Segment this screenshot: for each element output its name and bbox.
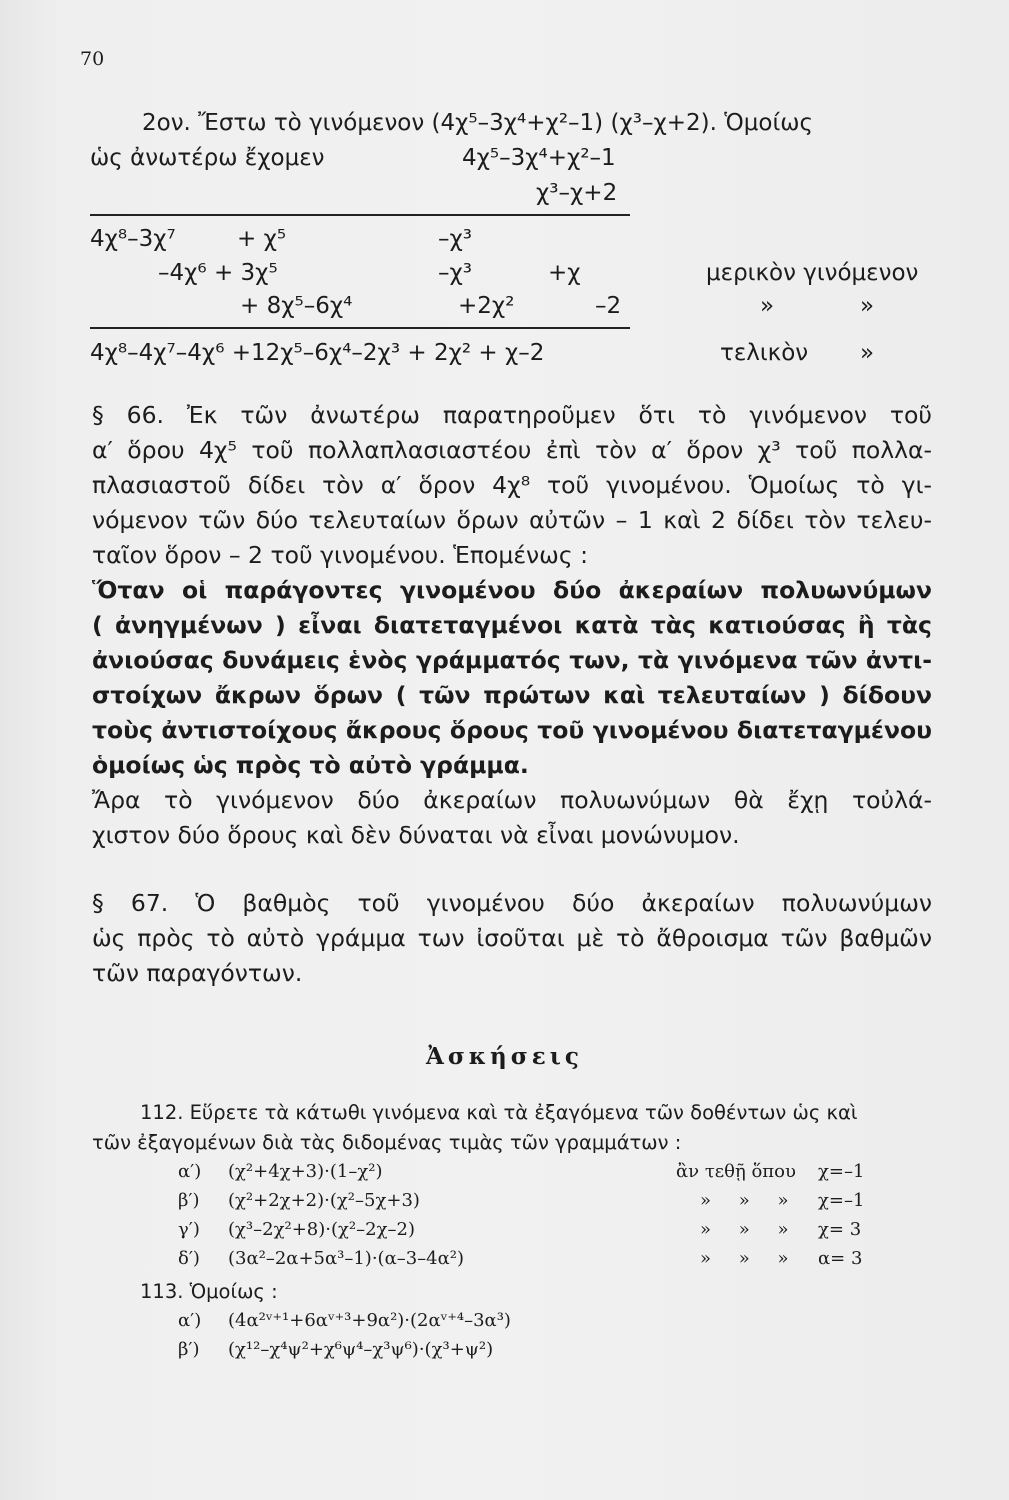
page-number: 70 (80, 48, 105, 70)
example-intro-2: ὡς ἀνωτέρω ἔχομεν (90, 145, 325, 171)
section-67 (92, 886, 932, 991)
text-line: νόμενον τῶν δύο τελευταίων ὅρων αὐτῶν – 1 καὶ 2 δίδει τὸν τελευ- (92, 506, 932, 534)
exercise-expression: (χ¹²–χ⁴ψ²+χ⁶ψ⁴–χ³ψ⁶)·(χ³+ψ²) (228, 1339, 494, 1360)
partial-row-1-a: 4χ⁸–3χ⁷ (90, 226, 176, 252)
example-intro: 2ον. Ἔστω τὸ γινόμενον (4χ⁵–3χ⁴+χ²–1) (χ³–χ+2). Ὁμοίως (142, 110, 813, 136)
multiplicand: 4χ⁵–3χ⁴+χ²–1 (462, 145, 616, 171)
partial-row-2-c: +χ (548, 260, 581, 286)
text-line: α′ ὅρου 4χ⁵ τοῦ πολλαπλασιαστέου ἐπὶ τὸν α′ ὅρον χ³ τοῦ πολλα- (92, 436, 932, 464)
section-66 (92, 398, 932, 853)
ditto-mark: » (860, 340, 875, 366)
rule-line: ἀνιούσας δυνάμεις ἑνὸς γράμματός των, τὰ γινόμενα τῶν ἀντι- (92, 646, 932, 674)
partial-row-3-c: –2 (595, 293, 622, 319)
exercise-expression: (χ²+2χ+2)·(χ²–5χ+3) (228, 1190, 420, 1211)
exercises-title: Ἀσκήσεις (426, 1043, 583, 1070)
exercise-expression: (3α²–2α+5α³–1)·(α–3–4α²) (228, 1248, 465, 1269)
partial-label: μερικὸν γινόμενον (706, 260, 919, 286)
final-product: 4χ⁸–4χ⁷–4χ⁶ +12χ⁵–6χ⁴–2χ³ + 2χ² + χ–2 (90, 340, 545, 366)
partial-row-3-b: +2χ² (458, 293, 515, 319)
exercise-label: α′) (178, 1161, 202, 1182)
exercise-112-line-2: τῶν ἐξαγομένων διὰ τὰς διδομένας τιμὰς τῶν γραμμάτων : (92, 1131, 682, 1154)
exercise-value: χ=–1 (818, 1161, 865, 1182)
text-line: χιστον δύο ὅρους καὶ δὲν δύναται νὰ εἶναι μονώνυμον. (92, 821, 740, 849)
exercise-condition: » » » (700, 1190, 789, 1211)
text-line: ὡς πρὸς τὸ αὐτὸ γράμμα των ἰσοῦται μὲ τὸ ἄθροισμα τῶν βαθμῶν (92, 924, 932, 952)
partial-row-2-b: –χ³ (438, 260, 473, 286)
exercise-value: α= 3 (818, 1248, 863, 1269)
partial-row-3-a: + 8χ⁵–6χ⁴ (240, 293, 353, 319)
multiplier: χ³–χ+2 (536, 180, 618, 206)
exercise-value: χ=–1 (818, 1190, 865, 1211)
exercise-expression: (χ²+4χ+3)·(1–χ²) (228, 1161, 383, 1182)
text-line: πλασιαστοῦ δίδει τὸν α′ ὅρον 4χ⁸ τοῦ γινομένου. Ὁμοίως τὸ γι- (92, 471, 932, 499)
final-label: τελικὸν (720, 340, 809, 366)
exercise-condition: » » » (700, 1219, 789, 1240)
rule-line: ( ἀνηγμένων ) εἶναι διατεταγμένοι κατὰ τὰς κατιούσας ἢ τὰς (92, 611, 932, 639)
partial-row-1-c: –χ³ (438, 226, 473, 252)
text-line: § 66. Ἐκ τῶν ἀνωτέρω παρατηροῦμεν ὅτι τὸ γινόμενον τοῦ (92, 401, 932, 429)
rule-line: στοίχων ἄκρων ὅρων ( τῶν πρώτων καὶ τελευταίων ) δίδουν (92, 681, 932, 709)
exercise-label: δ′) (178, 1248, 200, 1269)
text-line: Ἄρα τὸ γινόμενον δύο ἀκεραίων πολυωνύμων θὰ ἔχῃ τοὐλά- (92, 786, 932, 814)
text-line: τῶν παραγόντων. (92, 959, 303, 987)
divider-line (90, 214, 630, 216)
rule-line: ὁμοίως ὡς πρὸς τὸ αὐτὸ γράμμα. (92, 751, 529, 779)
ditto-mark: » (860, 293, 875, 319)
rule-line: τοὺς ἀντιστοίχους ἄκρους ὅρους τοῦ γινομένου διατεταγμένου (92, 716, 932, 744)
exercise-condition: ἂν τεθῇ ὅπου (676, 1161, 796, 1182)
divider-line (90, 327, 630, 329)
rule-line: Ὅταν οἱ παράγοντες γινομένου δύο ἀκεραίων πολυωνύμων (92, 576, 932, 604)
exercise-label: α′) (178, 1310, 202, 1331)
partial-row-2-a: –4χ⁶ + 3χ⁵ (158, 260, 278, 286)
partial-row-1-b: + χ⁵ (237, 226, 287, 252)
exercise-expression: (4α²ᵛ⁺¹+6αᵛ⁺³+9α²)·(2αᵛ⁺⁴–3α³) (228, 1310, 511, 1331)
exercise-label: β′) (178, 1190, 200, 1211)
exercise-condition: » » » (700, 1248, 789, 1269)
exercise-value: χ= 3 (818, 1219, 862, 1240)
text-line: § 67. Ὁ βαθμὸς τοῦ γινομένου δύο ἀκεραίων πολυωνύμων (92, 889, 932, 917)
exercise-expression: (χ³–2χ²+8)·(χ²–2χ–2) (228, 1219, 415, 1240)
exercise-label: γ′) (178, 1219, 200, 1240)
exercise-113-heading: 113. Ὁμοίως : (140, 1280, 278, 1303)
exercise-label: β′) (178, 1339, 200, 1360)
exercise-112-line-1: 112. Εὕρετε τὰ κάτωθι γινόμενα καὶ τὰ ἐξαγόμενα τῶν δοθέντων ὡς καὶ (140, 1101, 858, 1124)
ditto-mark: » (760, 293, 775, 319)
text-line: ταῖον ὅρον – 2 τοῦ γινομένου. Ἑπομένως : (92, 541, 589, 569)
